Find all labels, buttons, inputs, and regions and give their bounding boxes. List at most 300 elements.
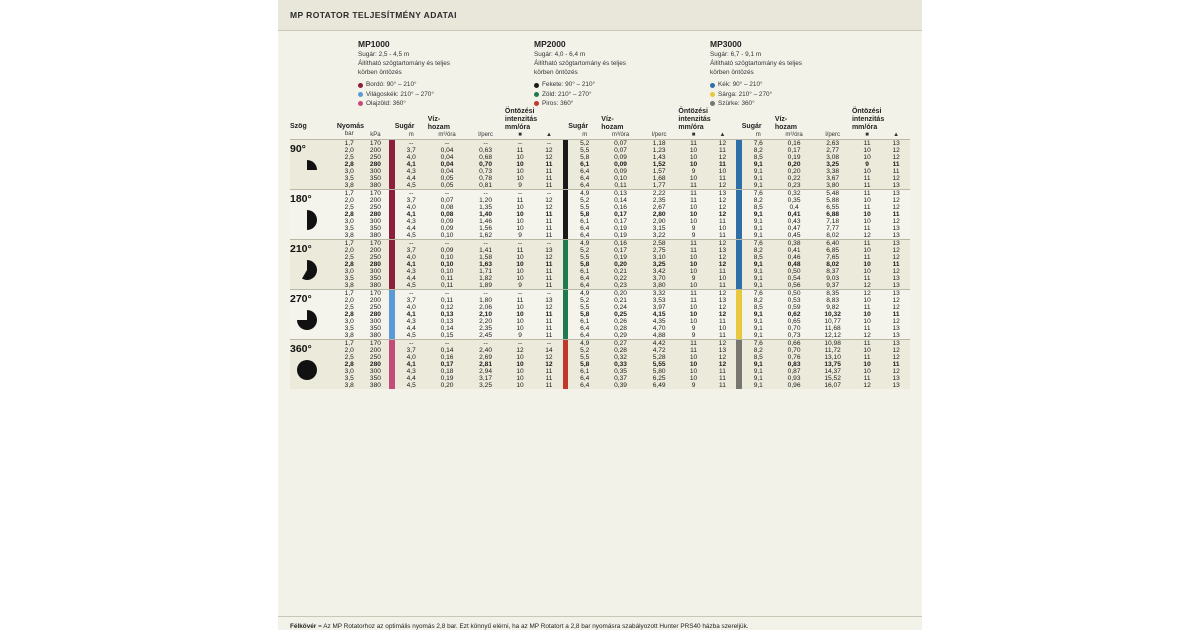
cell-flow-m3: 0,16 [614, 204, 627, 212]
cell-precip-square: 10 [516, 275, 524, 283]
cell-kpa: 200 [369, 347, 381, 355]
table-row [290, 282, 910, 290]
cell-radius: 9,1 [753, 332, 763, 340]
model-desc-1: Állítható szögtartomány és teljes [358, 59, 450, 67]
cell-kpa: 280 [369, 161, 381, 169]
cell-precip-triangle: 13 [892, 325, 900, 333]
cell-precip-triangle: 12 [718, 261, 727, 269]
cell-precip-square: 10 [689, 282, 698, 290]
cell-precip-square: 10 [689, 261, 698, 269]
cell-radius: -- [409, 140, 414, 148]
model-group-mp3000 [710, 39, 886, 108]
cell-flow-m3: 0,16 [787, 140, 801, 148]
cell-flow-m3: 0,10 [440, 261, 454, 269]
cell-radius: 5,8 [580, 154, 590, 162]
cell-precip-square: 10 [863, 261, 871, 269]
legend-item [358, 90, 534, 99]
legend [534, 80, 710, 108]
table-row [290, 254, 910, 261]
legend-item [710, 90, 886, 99]
cell-flow-lpm: 3,25 [652, 261, 666, 269]
cell-radius: 5,2 [580, 347, 590, 355]
unit-square-icon: ■ [518, 132, 522, 139]
sector-icon [296, 159, 337, 181]
cell-flow-lpm: 2,58 [652, 240, 666, 248]
cell-flow-m3: 0,09 [614, 161, 627, 169]
cell-precip-square: 11 [690, 197, 697, 205]
cell-flow-m3: 0,70 [787, 347, 801, 355]
cell-flow-m3: 0,62 [787, 311, 801, 319]
cell-precip-triangle: 12 [718, 204, 727, 212]
cell-flow-m3: 0,23 [614, 282, 627, 290]
cell-precip-square: 11 [863, 140, 871, 148]
cell-flow-lpm: 1,58 [479, 254, 493, 262]
cell-flow-lpm: 1,52 [652, 161, 666, 169]
cell-radius: 5,5 [580, 204, 590, 212]
cell-flow-m3: 0,35 [787, 197, 801, 205]
cell-kpa: 250 [369, 304, 381, 312]
cell-precip-triangle: 12 [718, 340, 727, 348]
cell-bar: 2,5 [344, 204, 354, 212]
model-radius: Sugár: 4,0 - 6,4 m [534, 51, 586, 58]
model-name: MP1000 [358, 39, 390, 49]
cell-precip-triangle: 11 [545, 268, 553, 276]
cell-precip-square: 11 [863, 340, 871, 348]
cell-precip-triangle: 12 [892, 268, 900, 276]
table-row [290, 218, 910, 225]
table-row [290, 225, 910, 232]
cell-flow-m3: -- [444, 340, 450, 348]
cell-radius: 6,4 [580, 225, 590, 233]
cell-precip-triangle: 11 [545, 261, 553, 269]
legend-label: Fekete: 90° – 210° [542, 81, 596, 89]
cell-precip-triangle: 12 [892, 197, 900, 205]
cell-flow-lpm: 3,17 [479, 375, 493, 383]
model-radius: Sugár: 6,7 - 9,1 m [710, 51, 762, 58]
cell-flow-m3: 0,11 [440, 297, 454, 305]
cell-radius: 6,4 [580, 275, 590, 283]
cell-radius: 3,7 [406, 197, 416, 205]
cell-kpa: 250 [369, 254, 381, 262]
cell-flow-lpm: 1,80 [479, 297, 493, 305]
cell-flow-lpm: 2,81 [479, 361, 493, 369]
cell-radius: 4,3 [406, 368, 416, 376]
cell-bar: 3,5 [344, 175, 354, 183]
cell-precip-triangle: 13 [892, 190, 900, 198]
cell-bar: 3,8 [344, 382, 354, 390]
table-row [290, 325, 910, 332]
cell-radius: 3,7 [406, 247, 416, 255]
cell-flow-lpm: 3,42 [652, 268, 666, 276]
cell-flow-m3: 0,21 [614, 297, 627, 305]
unit-m3: m³/óra [785, 132, 803, 139]
cell-precip-triangle: 10 [718, 325, 727, 333]
cell-precip-square: 9 [691, 168, 696, 176]
cell-flow-m3: 0,25 [614, 311, 627, 319]
cell-flow-m3: 0,07 [440, 197, 454, 205]
angle-label: 210° [290, 243, 312, 256]
cell-flow-m3: 0,41 [787, 247, 801, 255]
cell-radius: 3,7 [406, 147, 416, 155]
cell-flow-lpm: 2,77 [826, 147, 840, 155]
cell-flow-m3: 0,39 [614, 382, 627, 390]
cell-precip-square: 10 [689, 254, 698, 262]
cell-flow-m3: 0,13 [440, 311, 454, 319]
legend-item [710, 80, 886, 89]
cell-precip-square: 11 [863, 304, 871, 312]
cell-radius: 8,5 [753, 204, 763, 212]
cell-precip-square: 10 [516, 254, 524, 262]
cell-precip-square: -- [517, 190, 523, 198]
cell-flow-m3: 0,10 [440, 268, 454, 276]
cell-radius: 5,2 [580, 297, 590, 305]
cell-kpa: 380 [369, 182, 381, 190]
cell-flow-m3: 0,50 [787, 290, 801, 298]
cell-precip-square: 9 [518, 232, 522, 240]
cell-flow-m3: 0,04 [440, 154, 454, 162]
cell-precip-triangle: 13 [545, 247, 553, 255]
cell-flow-m3: 0,04 [440, 168, 454, 176]
cell-precip-triangle: 13 [892, 332, 900, 340]
cell-precip-square: 9 [691, 382, 696, 390]
cell-precip-square: 11 [863, 175, 871, 183]
cell-flow-lpm: 1,77 [652, 182, 666, 190]
cell-bar: 3,0 [344, 168, 354, 176]
cell-flow-m3: 0,14 [614, 197, 627, 205]
table-row [290, 261, 910, 268]
angle-label: 270° [290, 293, 312, 306]
cell-flow-lpm: -- [483, 190, 488, 198]
model-desc-2: körben öntözés [710, 68, 754, 76]
cell-kpa: 250 [369, 154, 381, 162]
cell-radius: 4,9 [580, 240, 590, 248]
cell-precip-square: 9 [518, 282, 522, 290]
cell-flow-m3: 0,73 [787, 332, 801, 340]
cell-precip-triangle: 11 [545, 232, 553, 240]
cell-flow-m3: 0,19 [614, 232, 627, 240]
cell-flow-lpm: 16,07 [824, 382, 841, 390]
cell-flow-lpm: 15,52 [824, 375, 841, 383]
cell-flow-m3: 0,13 [440, 318, 454, 326]
cell-flow-lpm: -- [483, 340, 488, 348]
legend-label: Piros: 360° [542, 100, 574, 108]
table-row [290, 368, 910, 375]
cell-precip-triangle: 11 [545, 282, 553, 290]
cell-precip-triangle: 12 [545, 304, 553, 312]
cell-bar: 3,0 [344, 368, 354, 376]
cell-flow-m3: 0,20 [787, 161, 801, 169]
cell-precip-triangle: 10 [718, 168, 727, 176]
cell-precip-triangle: 11 [719, 175, 726, 183]
cell-flow-m3: 0,83 [787, 361, 801, 369]
cell-radius: 3,7 [406, 347, 416, 355]
cell-flow-m3: 0,20 [614, 261, 627, 269]
cell-flow-lpm: 6,25 [652, 375, 666, 383]
table-row [290, 211, 910, 218]
cell-precip-triangle: 11 [545, 325, 553, 333]
cell-bar: 2,0 [344, 297, 354, 305]
cell-flow-lpm: 11,68 [824, 325, 841, 333]
cell-radius: 5,5 [580, 254, 590, 262]
cell-flow-m3: 0,05 [440, 175, 454, 183]
cell-bar: 3,5 [344, 275, 354, 283]
cell-radius: 7,6 [753, 340, 763, 348]
unit-m3: m³/óra [611, 132, 630, 139]
cell-flow-lpm: 1,89 [479, 282, 493, 290]
cell-radius: 9,1 [753, 268, 763, 276]
cell-flow-lpm: 2,10 [479, 311, 493, 319]
cell-radius: 5,2 [580, 140, 590, 148]
cell-bar: 1,7 [344, 190, 354, 198]
cell-flow-m3: 0,10 [440, 232, 454, 240]
color-dot-icon [710, 101, 715, 106]
cell-flow-m3: 0,27 [614, 340, 627, 348]
table-row [290, 247, 910, 254]
cell-flow-lpm: 11,72 [824, 347, 841, 355]
cell-precip-triangle: 11 [719, 218, 726, 226]
col-header-flow: Víz- hozam [774, 116, 797, 131]
cell-radius: 9,1 [753, 361, 763, 369]
cell-flow-m3: -- [444, 240, 450, 248]
table-row [290, 375, 910, 382]
cell-radius: -- [409, 340, 414, 348]
cell-radius: 8,2 [753, 197, 763, 205]
cell-precip-square: 10 [863, 268, 871, 276]
legend-label: Kék: 90° – 210° [718, 81, 763, 89]
cell-precip-square: 11 [863, 204, 871, 212]
cell-radius: 7,6 [753, 190, 763, 198]
cell-precip-square: 10 [516, 211, 524, 219]
cell-precip-square: 11 [690, 240, 697, 248]
cell-radius: 9,1 [753, 311, 763, 319]
table-row [290, 168, 910, 175]
cell-flow-m3: 0,66 [787, 340, 801, 348]
cell-precip-square: 10 [863, 297, 871, 305]
cell-kpa: 280 [369, 211, 381, 219]
cell-flow-lpm: 0,70 [479, 161, 493, 169]
cell-flow-lpm: 3,67 [826, 175, 840, 183]
cell-precip-square: 10 [863, 311, 871, 319]
cell-flow-lpm: 7,18 [826, 218, 840, 226]
table-row [290, 190, 910, 198]
cell-radius: 5,8 [580, 361, 590, 369]
cell-kpa: 170 [369, 290, 381, 298]
table-row [290, 232, 910, 240]
cell-kpa: 300 [369, 318, 381, 326]
cell-flow-lpm: 6,40 [826, 240, 840, 248]
cell-flow-lpm: 1,56 [479, 225, 493, 233]
cell-radius: 4,5 [406, 232, 416, 240]
cell-flow-lpm: 9,82 [826, 304, 840, 312]
col-header-precip: Öntözési intenzitás mm/óra [851, 108, 885, 131]
cell-precip-triangle: 11 [545, 382, 553, 390]
cell-flow-lpm: 2,80 [652, 211, 666, 219]
legend-label: Zöld: 210° – 270° [542, 90, 592, 98]
cell-flow-lpm: 3,53 [652, 297, 666, 305]
cell-precip-triangle: 12 [892, 297, 900, 305]
cell-flow-lpm: 5,55 [652, 361, 666, 369]
cell-radius: 5,8 [580, 261, 590, 269]
cell-flow-lpm: 3,38 [826, 168, 840, 176]
angle-label: 180° [290, 193, 312, 206]
cell-flow-lpm: 3,97 [652, 304, 666, 312]
cell-precip-triangle: 12 [718, 361, 727, 369]
cell-radius: 9,1 [753, 232, 763, 240]
cell-precip-triangle: 10 [718, 275, 727, 283]
cell-flow-lpm: 2,06 [479, 304, 493, 312]
cell-precip-square: 11 [690, 347, 697, 355]
cell-precip-square: 9 [518, 182, 522, 190]
cell-flow-m3: 0,17 [614, 211, 627, 219]
cell-kpa: 300 [369, 268, 381, 276]
cell-radius: 6,4 [580, 168, 590, 176]
cell-kpa: 350 [369, 175, 381, 183]
legend [358, 80, 534, 108]
cell-precip-square: 10 [863, 361, 871, 369]
cell-precip-triangle: 13 [892, 140, 900, 148]
cell-flow-lpm: 6,55 [826, 204, 840, 212]
cell-flow-lpm: 4,72 [652, 347, 666, 355]
legend-label: Világoskék: 210° – 270° [366, 90, 434, 98]
cell-flow-m3: 0,32 [787, 190, 801, 198]
cell-kpa: 170 [369, 190, 381, 198]
cell-precip-square: 10 [863, 147, 871, 155]
unit-lperc: l/perc [478, 132, 493, 139]
header-spacer [290, 39, 358, 108]
cell-precip-triangle: 13 [545, 297, 553, 305]
cell-precip-square: 9 [691, 332, 696, 340]
unit-bar: bar [344, 131, 354, 138]
cell-precip-square: 10 [516, 268, 524, 276]
cell-bar: 3,8 [344, 332, 354, 340]
cell-flow-m3: 0,24 [614, 304, 627, 312]
cell-flow-m3: 0,13 [614, 190, 627, 198]
cell-flow-lpm: 2,35 [479, 325, 493, 333]
cell-flow-lpm: 0,73 [479, 168, 493, 176]
cell-flow-lpm: 1,18 [652, 140, 666, 148]
cell-precip-triangle: 11 [718, 161, 726, 169]
cell-radius: 4,4 [406, 175, 416, 183]
color-dot-icon [358, 101, 363, 106]
cell-flow-lpm: 3,15 [652, 225, 666, 233]
sector-icon [296, 259, 337, 281]
model-header-band [290, 31, 910, 108]
cell-flow-lpm: 9,03 [826, 275, 840, 283]
cell-precip-triangle: 12 [892, 318, 900, 326]
cell-flow-m3: 0,09 [440, 247, 454, 255]
cell-bar: 3,0 [344, 318, 354, 326]
cell-precip-triangle: 12 [718, 182, 727, 190]
cell-precip-triangle: 11 [892, 311, 900, 319]
table-row [290, 204, 910, 211]
cell-precip-triangle: 13 [892, 232, 900, 240]
cell-flow-m3: 0,11 [614, 182, 627, 190]
cell-precip-triangle: 12 [545, 361, 553, 369]
cell-radius: 9,1 [753, 375, 763, 383]
cell-precip-triangle: 12 [545, 147, 553, 155]
cell-radius: 9,1 [753, 261, 763, 269]
cell-precip-square: 10 [516, 175, 524, 183]
cell-precip-triangle: 11 [892, 211, 900, 219]
cell-flow-lpm: 1,46 [479, 218, 493, 226]
cell-precip-triangle: 11 [719, 332, 726, 340]
legend-item [534, 99, 710, 108]
cell-precip-square: 11 [690, 340, 697, 348]
cell-flow-lpm: 1,20 [479, 197, 493, 205]
cell-precip-square: 11 [690, 190, 697, 198]
cell-kpa: 350 [369, 225, 381, 233]
cell-flow-m3: 0,93 [787, 375, 801, 383]
cell-radius: 4,1 [406, 361, 416, 369]
cell-flow-m3: 0,20 [440, 382, 454, 390]
cell-precip-triangle: 11 [545, 182, 553, 190]
cell-flow-m3: 0,12 [440, 304, 454, 312]
cell-flow-m3: 0,29 [614, 332, 627, 340]
legend-item [534, 90, 710, 99]
angle-cell [290, 290, 337, 340]
table-row [290, 318, 910, 325]
sector-icon [296, 359, 337, 381]
cell-flow-lpm: 3,80 [826, 182, 840, 190]
cell-precip-triangle: 11 [892, 168, 900, 176]
legend-item [534, 80, 710, 89]
cell-flow-lpm: 1,62 [479, 232, 493, 240]
cell-radius: 9,1 [753, 225, 763, 233]
cell-precip-triangle: 12 [892, 175, 900, 183]
cell-flow-lpm: 0,63 [479, 147, 493, 155]
cell-kpa: 280 [369, 361, 381, 369]
cell-bar: 2,8 [344, 361, 354, 369]
cell-radius: 4,1 [406, 261, 416, 269]
cell-kpa: 300 [369, 218, 381, 226]
cell-precip-triangle: 11 [545, 168, 553, 176]
cell-flow-lpm: 10,98 [824, 340, 841, 348]
table-row [290, 361, 910, 368]
cell-radius: 6,4 [580, 332, 590, 340]
cell-flow-m3: 0,43 [787, 218, 801, 226]
datasheet-panel [278, 0, 922, 630]
cell-radius: 4,3 [406, 318, 416, 326]
cell-radius: 9,1 [753, 182, 763, 190]
cell-precip-square: 11 [516, 297, 524, 305]
cell-precip-square: 12 [863, 382, 871, 390]
cell-radius: 7,6 [753, 240, 763, 248]
cell-precip-triangle: 12 [892, 347, 900, 355]
legend-item [358, 80, 534, 89]
cell-precip-triangle: 12 [892, 254, 900, 262]
cell-precip-square: 11 [863, 254, 871, 262]
cell-precip-square: 12 [516, 347, 524, 355]
unit-square-icon: ■ [865, 132, 869, 139]
cell-flow-lpm: 3,10 [652, 254, 666, 262]
cell-precip-square: 10 [516, 311, 524, 319]
cell-kpa: 380 [369, 332, 381, 340]
cell-flow-lpm: 3,32 [652, 290, 666, 298]
cell-precip-triangle: 11 [719, 282, 726, 290]
cell-flow-m3: 0,08 [440, 204, 454, 212]
cell-radius: 5,2 [580, 247, 590, 255]
cell-precip-square: 11 [516, 247, 524, 255]
cell-kpa: 300 [369, 168, 381, 176]
cell-flow-m3: 0,48 [787, 261, 801, 269]
cell-radius: 4,4 [406, 225, 416, 233]
unit-m: m [408, 132, 414, 139]
cell-precip-triangle: 11 [719, 268, 726, 276]
footnote [278, 616, 922, 630]
cell-bar: 3,8 [344, 182, 354, 190]
cell-precip-square: 10 [689, 375, 698, 383]
cell-radius: 5,5 [580, 304, 590, 312]
